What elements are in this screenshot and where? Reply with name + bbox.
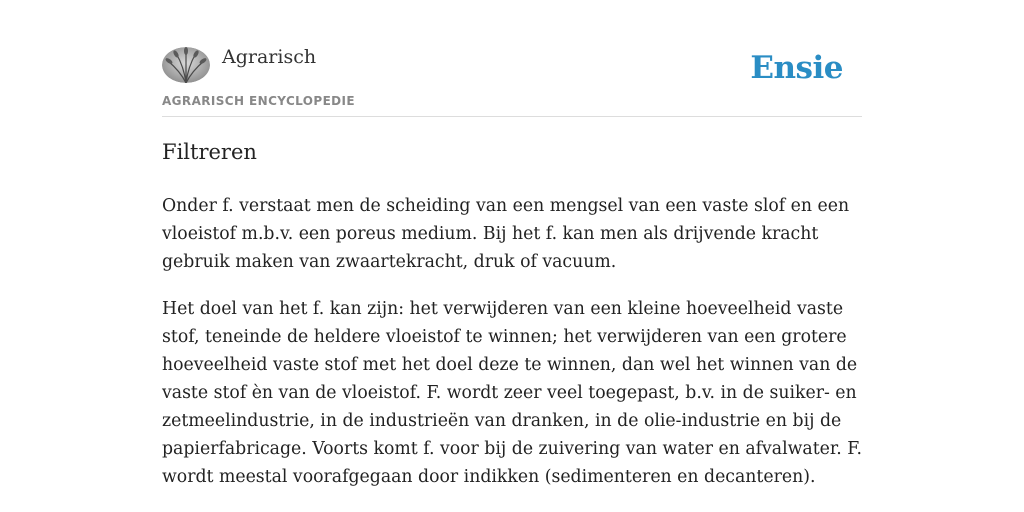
- ensie-logo-link[interactable]: Ensie: [750, 50, 843, 86]
- page: [162, 0, 863, 487]
- article-title: Filtreren: [162, 140, 257, 164]
- article-paragraph: Het doel van het f. kan zijn: het verwijderen van een kleine hoeveelheid vaste stof, teneinde de heldere vloeistof te winnen; het verwijderen van een grotere hoeveelheid vaste stof met het doel deze te winnen, dan wel het winnen van de vaste stof èn van de vloeistof. F. wordt zeer veel toegepast, b.v. in de suiker- en zetmeelindustrie, in de industrieën van dranken, in de olie-industrie en bij de papierfabricage. Voorts komt f. voor bij de zuivering van water en afvalwater. F. wordt meestal voorafgegaan door indikken (sedimenteren en decanteren).: [162, 299, 863, 487]
- brand-title-link[interactable]: Agrarisch: [222, 46, 317, 68]
- header: [162, 0, 862, 117]
- article-paragraph: Onder f. verstaat men de scheiding van een mengsel van een vaste slof en een vloeistof m.b.v. een poreus medium. Bij het f. kan men als drijvende kracht gebruik maken van zwaartekracht, druk of vacuum.: [162, 196, 850, 272]
- wheat-icon[interactable]: [162, 47, 210, 83]
- brand-subtitle: AGRARISCH ENCYCLOPEDIE: [162, 94, 355, 108]
